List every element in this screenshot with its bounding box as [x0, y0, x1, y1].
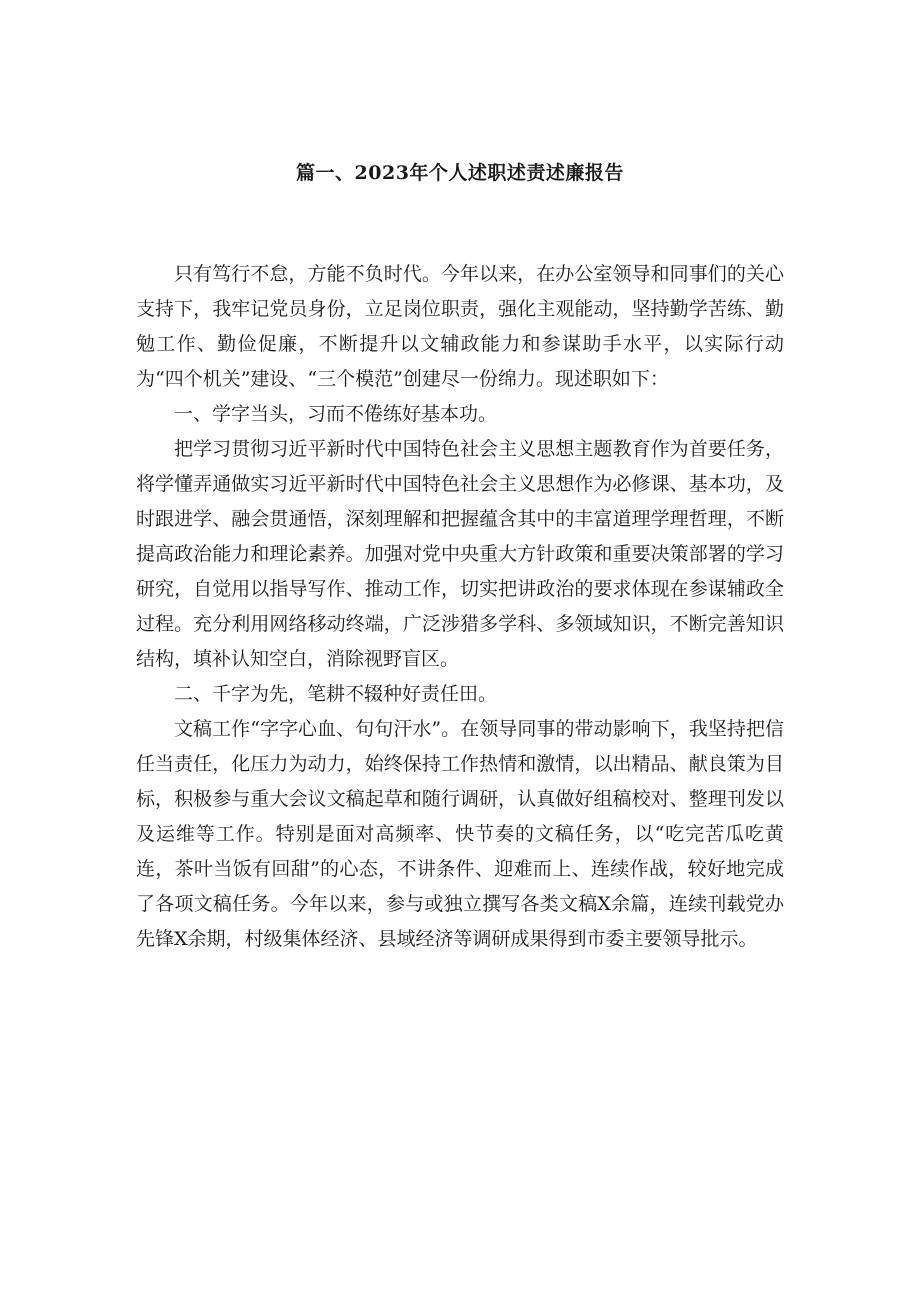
- paragraph-section-1: 把学习贯彻习近平新时代中国特色社会主义思想主题教育作为首要任务，将学懂弄通做实习近平新时代中国特色社会主义思想作为必修课、基本功，及时跟进学、融会贯通悟，深刻理解和把握蕴含其中的丰富道理学理哲理，不断提高政治能力和理论素养。加强对党中央重大方针政策和重要决策部署的学习研究，自觉用以指导写作、推动工作，切实把讲政治的要求体现在参谋辅政全过程。充分利用网络移动终端，广泛涉猎多学科、多领域知识，不断完善知识结构，填补认知空白，消除视野盲区。: [136, 438, 784, 670]
- section-heading-2: 二、千字为先，笔耕不辍种好责任田。: [174, 683, 498, 705]
- section-heading-1: 一、学字当头，习而不倦练好基本功。: [174, 403, 498, 425]
- paragraph-section-2: 文稿工作“字字心血、句句汗水”。在领导同事的带动影响下，我坚持把信任当责任，化压力为动力，始终保持工作热情和激情，以出精品、献良策为目标，积极参与重大会议文稿起草和随行调研，认真做好组稿校对、整理刊发以及运维等工作。特别是面对高频率、快节奏的文稿任务，以“吃完苦瓜吃黄连，茶叶当饭有回甜”的心态，不讲条件、迎难而上、连续作战，较好地完成了各项文稿任务。今年以来，参与或独立撰写各类文稿X余篇，连续刊载党办先锋X余期，村级集体经济、县域经济等调研成果得到市委主要领导批示。: [136, 718, 784, 950]
- document-title: 篇一、2023年个人述职述责述廉报告: [296, 162, 624, 184]
- document-body: [136, 257, 784, 957]
- paragraph-intro: 只有笃行不怠，方能不负时代。今年以来，在办公室领导和同事们的关心支持下，我牢记党员身份，立足岗位职责，强化主观能动，坚持勤学苦练、勤勉工作、勤俭促廉，不断提升以文辅政能力和参谋助手水平，以实际行动为“四个机关”建设、“三个模范”创建尽一份绵力。现述职如下：: [136, 263, 784, 390]
